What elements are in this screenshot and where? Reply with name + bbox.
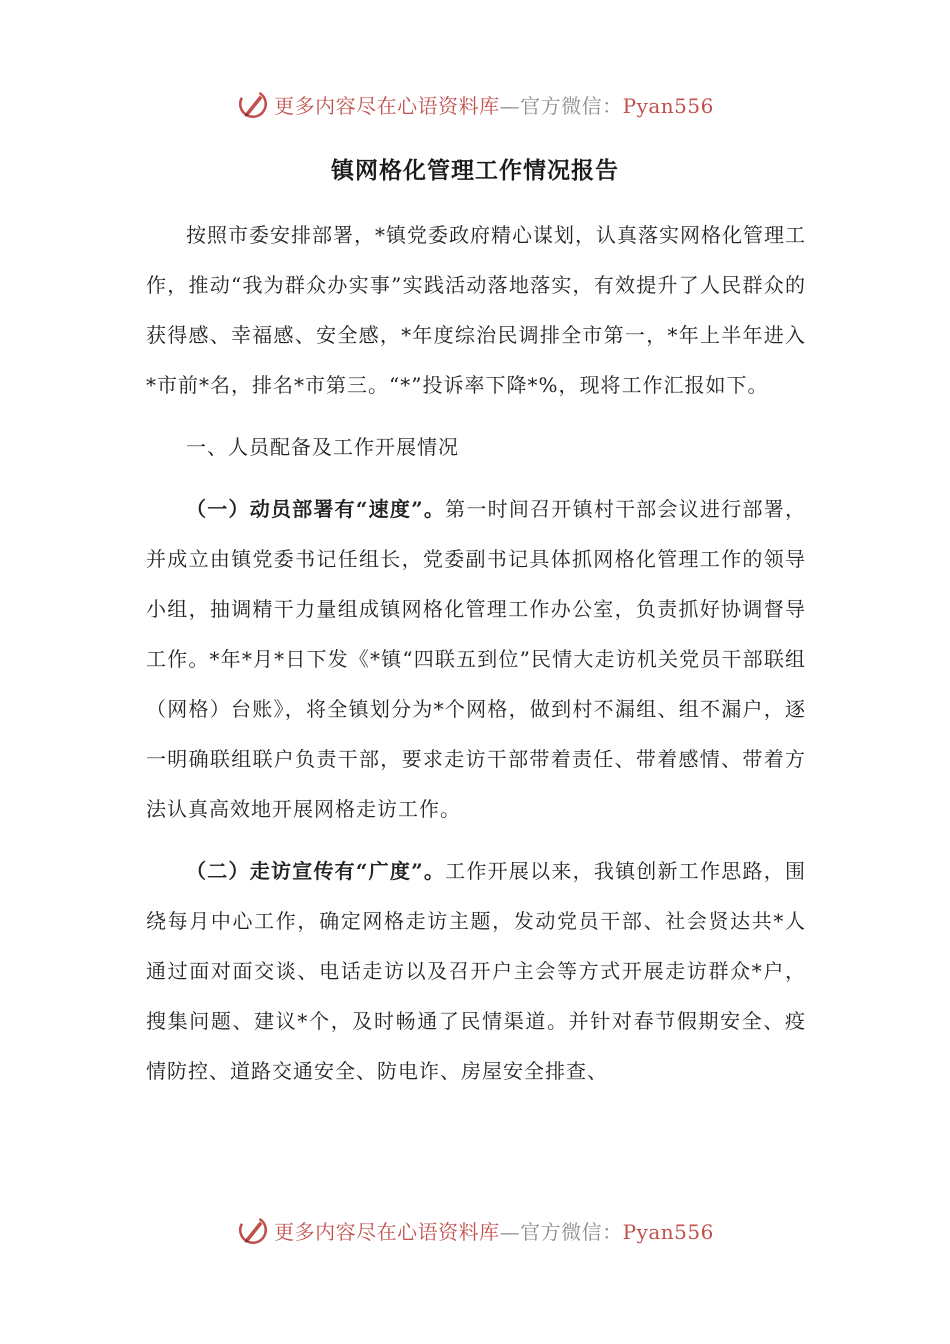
pen-logo-icon bbox=[236, 87, 270, 121]
subsection-2-lead: （二）走访宣传有“广度”。 bbox=[186, 859, 446, 883]
subsection-1-paragraph bbox=[146, 484, 806, 834]
banner-gray-text: —官方微信： bbox=[499, 93, 623, 118]
banner-wechat-id: Pyan556 bbox=[622, 93, 714, 118]
subsection-2-body: 工作开展以来，我镇创新工作思路，围绕每月中心工作，确定网格走访主题，发动党员干部、社会贤达共*人通过面对面交谈、电话走访以及召开户主会等方式开展走访群众*户，搜集问题、建议*个，及时畅通了民情渠道。并针对春节假期安全、疫情防控、道路交通安全、防电诈、房屋安全排查、 bbox=[146, 859, 806, 1083]
document-title: 镇网格化管理工作情况报告 bbox=[331, 157, 619, 184]
subsection-1-lead: （一）动员部署有“速度”。 bbox=[186, 497, 446, 521]
footer-banner bbox=[0, 1208, 950, 1252]
banner-text bbox=[274, 90, 714, 119]
banner-red-text: 更多内容尽在心语资料库 bbox=[274, 93, 500, 118]
pen-logo-icon bbox=[236, 1213, 270, 1247]
intro-paragraph: 按照市委安排部署，*镇党委政府精心谋划，认真落实网格化管理工作，推动“我为群众办实事”实践活动落地落实，有效提升了人民群众的获得感、幸福感、安全感，*年度综治民调排全市第一，*年上半年进入*市前*名，排名*市第三。“*”投诉率下降*%，现将工作汇报如下。 bbox=[146, 223, 806, 397]
subsection-1-body: 第一时间召开镇村干部会议进行部署，并成立由镇党委书记任组长，党委副书记具体抓网格化管理工作的领导小组，抽调精干力量组成镇网格化管理工作办公室，负责抓好协调督导工作。*年*月*日下发《*镇“四联五到位”民情大走访机关党员干部联组（网格）台账》，将全镇划分为*个网格，做到村不漏组、组不漏户，逐一明确联组联户负责干部，要求走访干部带着责任、带着感情、带着方法认真高效地开展网格走访工作。 bbox=[146, 497, 806, 821]
banner-gray-text: —官方微信： bbox=[499, 1219, 623, 1244]
document-body bbox=[146, 210, 806, 1096]
subsection-2-paragraph bbox=[146, 846, 806, 1096]
banner-text bbox=[274, 1216, 714, 1245]
section-heading: 一、人员配备及工作开展情况 bbox=[186, 435, 459, 459]
header-banner bbox=[0, 82, 950, 126]
banner-wechat-id: Pyan556 bbox=[622, 1219, 714, 1244]
banner-red-text: 更多内容尽在心语资料库 bbox=[274, 1219, 500, 1244]
